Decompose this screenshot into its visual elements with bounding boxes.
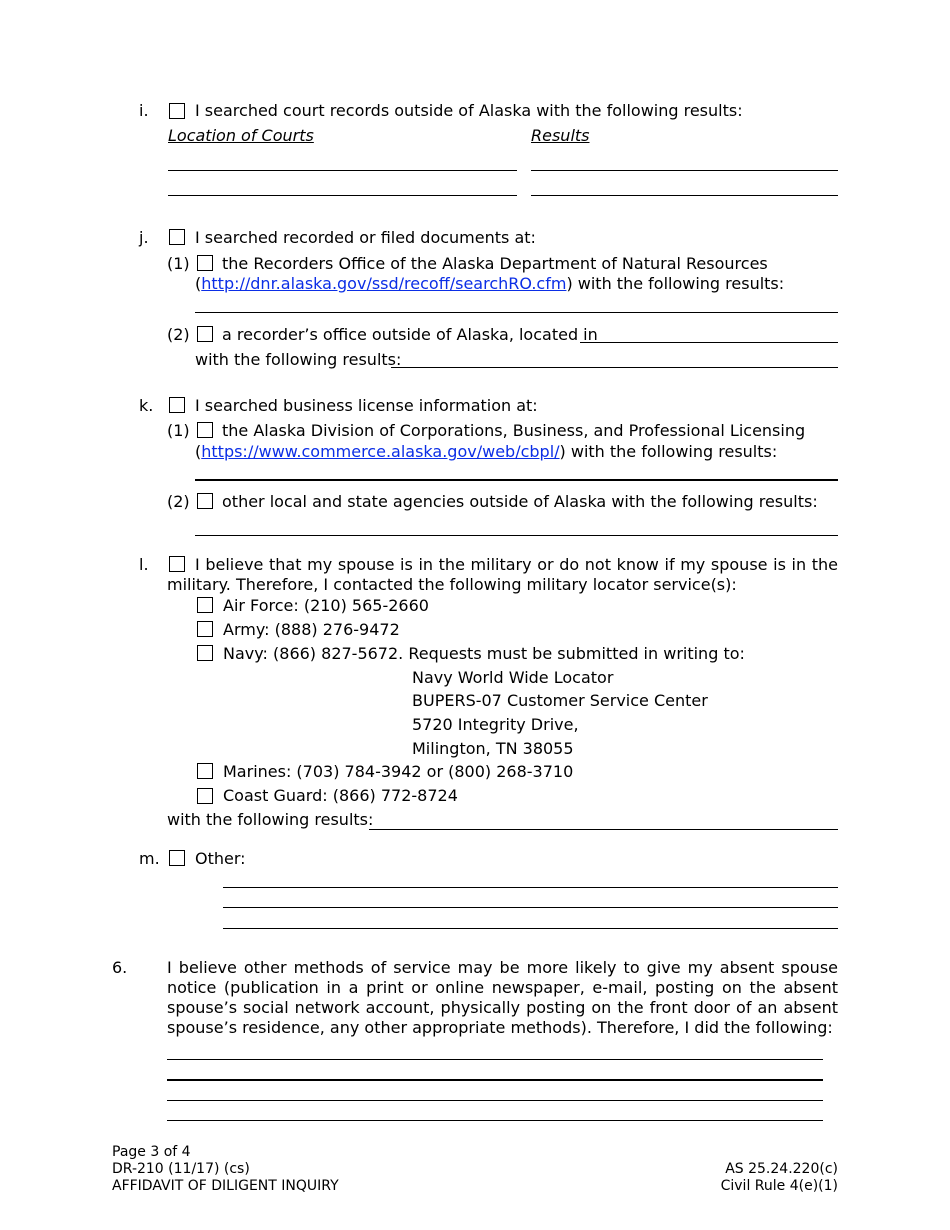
army-label: Army: (888) 276-9472	[223, 620, 400, 639]
item-j-sub2-number: (2)	[167, 325, 190, 344]
other-line-1[interactable]	[223, 887, 838, 888]
navy-address-line-2: BUPERS-07 Customer Service Center	[412, 691, 708, 710]
other-line-3[interactable]	[223, 928, 838, 929]
item-m-checkbox[interactable]	[169, 850, 185, 866]
civil-rule-reference: Civil Rule 4(e)(1)	[720, 1178, 838, 1194]
item-i-text: I searched court records outside of Alaska with the following results:	[195, 101, 743, 120]
air-force-checkbox[interactable]	[197, 597, 213, 613]
cbpl-link[interactable]: https://www.commerce.alaska.gov/web/cbpl/	[201, 442, 560, 461]
footer-left	[112, 1144, 339, 1195]
results-header: Results	[531, 126, 590, 145]
location-of-courts-header: Location of Courts	[168, 126, 314, 145]
item-j-sub1-link-line	[195, 274, 784, 294]
footer-right	[721, 1161, 838, 1195]
item-k-checkbox[interactable]	[169, 397, 185, 413]
item-j-sub2-results-line[interactable]	[391, 367, 838, 368]
item-k-sub1-tail: ) with the following results:	[559, 442, 778, 461]
item-k-text: I searched business license information at:	[195, 396, 538, 415]
statute-reference: AS 25.24.220(c)	[725, 1161, 838, 1177]
form-code: DR-210 (11/17) (cs)	[112, 1161, 250, 1177]
navy-address-line-4: Milington, TN 38055	[412, 739, 574, 758]
dnr-recorders-link[interactable]: http://dnr.alaska.gov/ssd/recoff/searchRO.cfm	[201, 274, 567, 293]
item-k-sub2-checkbox[interactable]	[197, 493, 213, 509]
item-l-results-label: with the following results:	[167, 810, 374, 829]
item-j-sub2-results-label: with the following results:	[195, 350, 402, 369]
paren-open: (	[195, 274, 202, 293]
item-j-checkbox[interactable]	[169, 229, 185, 245]
paren-open: (	[195, 442, 202, 461]
item-i-checkbox[interactable]	[169, 103, 185, 119]
marines-checkbox[interactable]	[197, 763, 213, 779]
item-j-sub2-checkbox[interactable]	[197, 326, 213, 342]
item-j-text: I searched recorded or filed documents at:	[195, 228, 536, 247]
form-title: AFFIDAVIT OF DILIGENT INQUIRY	[112, 1178, 339, 1194]
item-j-sub1-results-line[interactable]	[195, 312, 838, 313]
navy-label: Navy: (866) 827-5672. Requests must be submitted in writing to:	[223, 644, 745, 663]
item-j-sub2-text: a recorder’s office outside of Alaska, located in	[222, 325, 598, 344]
item-6-number: 6.	[112, 958, 128, 977]
item-j-letter: j.	[139, 228, 149, 247]
item-k-sub1-results-line[interactable]	[195, 479, 838, 481]
item-6-line-3[interactable]	[167, 1100, 823, 1101]
item-j-sub1-number: (1)	[167, 254, 190, 273]
item-m-letter: m.	[139, 849, 160, 868]
item-k-sub1-checkbox[interactable]	[197, 422, 213, 438]
item-6-text: I believe other methods of service may be more likely to give my absent spouse notice (publication in a print or online newspaper, e-mail, posting on the absent spouse’s social network account, physically posting on the front door of an absent spouse’s residence, any other appropriate methods). Therefore, I did the following:	[167, 958, 838, 1037]
location-line-2[interactable]	[168, 195, 517, 196]
item-6-line-2[interactable]	[167, 1079, 823, 1081]
coast-guard-label: Coast Guard: (866) 772-8724	[223, 786, 458, 805]
item-k-sub1-text: the Alaska Division of Corporations, Business, and Professional Licensing	[222, 421, 806, 440]
item-m-text: Other:	[195, 849, 246, 868]
item-j-sub1-tail: ) with the following results:	[566, 274, 785, 293]
item-k-letter: k.	[139, 396, 154, 415]
item-k-sub1-number: (1)	[167, 421, 190, 440]
army-checkbox[interactable]	[197, 621, 213, 637]
page-number: Page 3 of 4	[112, 1144, 191, 1160]
item-l-results-line[interactable]	[369, 829, 838, 830]
marines-label: Marines: (703) 784-3942 or (800) 268-3710	[223, 762, 574, 781]
other-line-2[interactable]	[223, 907, 838, 908]
results-line-1[interactable]	[531, 170, 838, 171]
item-j-sub1-text: the Recorders Office of the Alaska Department of Natural Resources	[222, 254, 768, 273]
item-j-sub1-checkbox[interactable]	[197, 255, 213, 271]
navy-checkbox[interactable]	[197, 645, 213, 661]
item-l-text: I believe that my spouse is in the military or do not know if my spouse is in the military. Therefore, I contacted the following military locator service(s):	[167, 555, 838, 594]
item-i-letter: i.	[139, 101, 149, 120]
recorder-location-line[interactable]	[580, 342, 838, 343]
navy-address-line-3: 5720 Integrity Drive,	[412, 715, 579, 734]
item-k-sub2-results-line[interactable]	[195, 535, 838, 536]
navy-address-line-1: Navy World Wide Locator	[412, 668, 614, 687]
coast-guard-checkbox[interactable]	[197, 788, 213, 804]
item-k-sub2-number: (2)	[167, 492, 190, 511]
location-line-1[interactable]	[168, 170, 517, 171]
item-6-line-4[interactable]	[167, 1120, 823, 1121]
item-k-sub2-text: other local and state agencies outside of Alaska with the following results:	[222, 492, 818, 511]
results-line-2[interactable]	[531, 195, 838, 196]
air-force-label: Air Force: (210) 565-2660	[223, 596, 429, 615]
item-k-sub1-link-line	[195, 442, 777, 462]
item-6-line-1[interactable]	[167, 1059, 823, 1060]
item-l-letter: l.	[139, 555, 149, 574]
